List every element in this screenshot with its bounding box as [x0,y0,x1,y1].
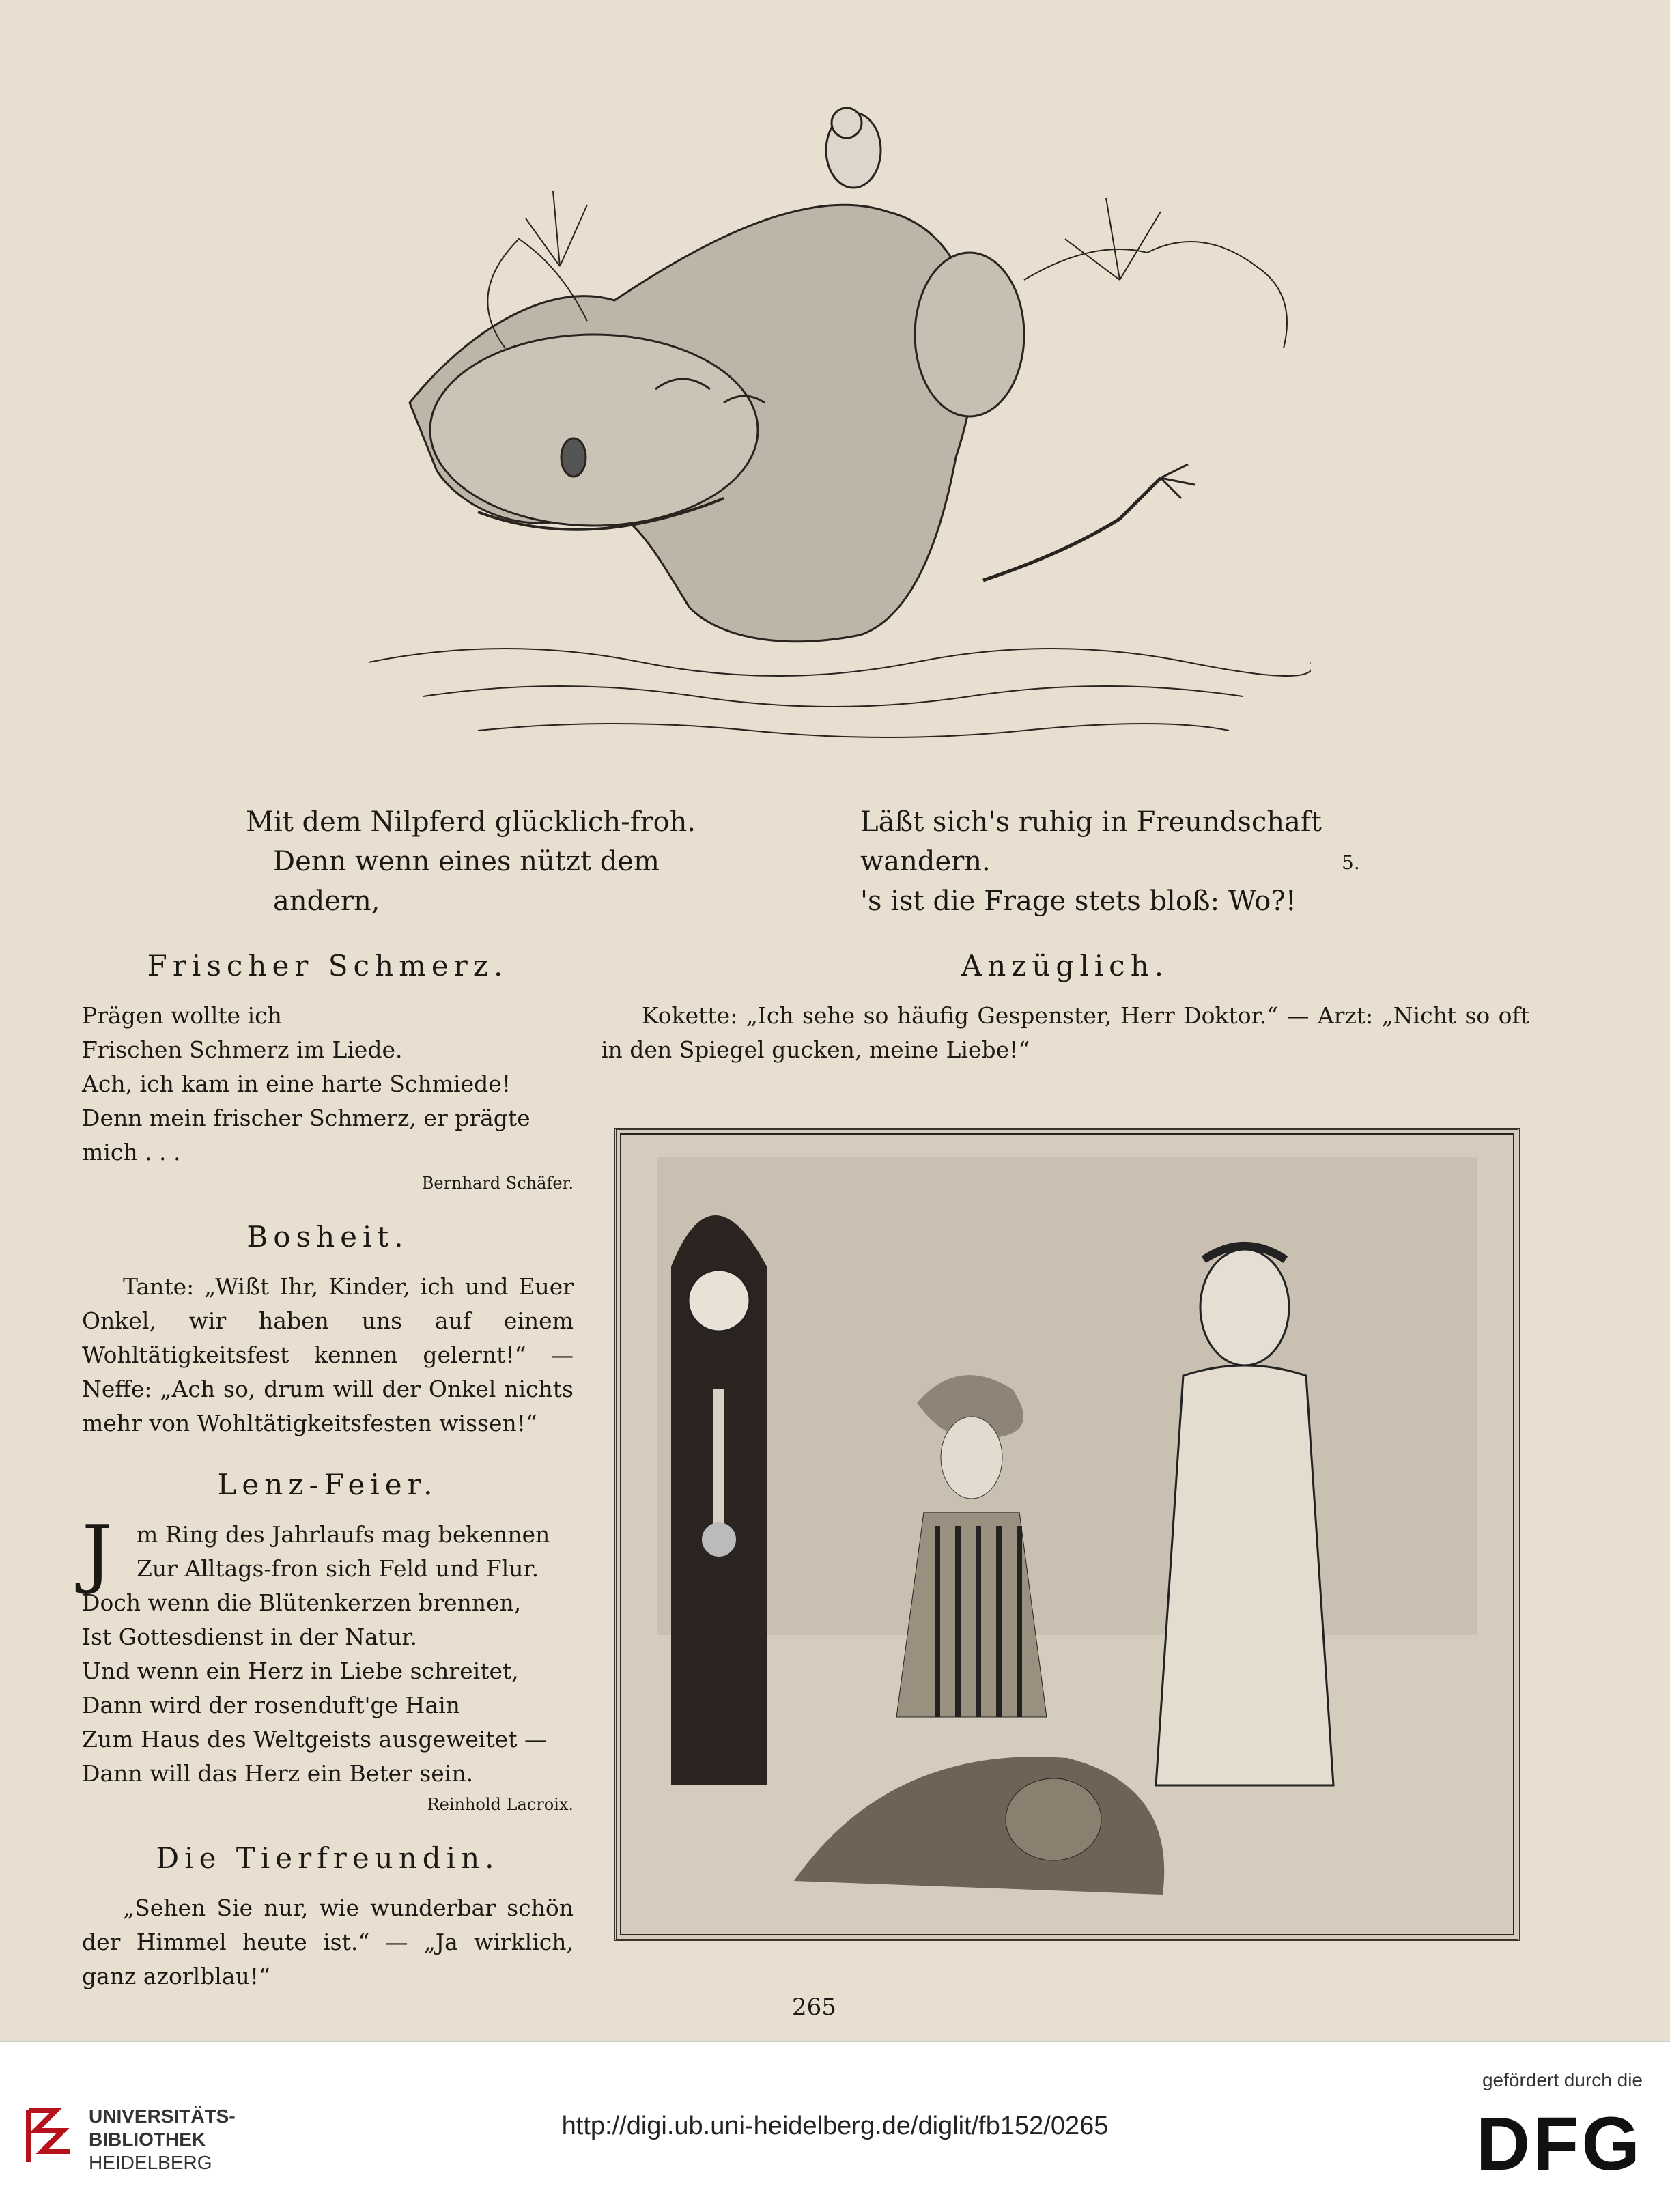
section-title: Bosheit. [246,1220,409,1253]
anecdote-text: Kokette: „Ich sehe so häufig Gespenster, Herr Doktor.“ — Arzt: „Nicht so oft in den Spiegel gucken, meine Liebe!“ [601,1002,1529,1063]
anecdote-bosheit [82,1220,574,1441]
verse-line: Denn wenn eines nützt dem andern, [273,846,660,917]
verse-line: Läßt sich's ruhig in Freundschaft wandern. [860,806,1322,877]
poem-line: Ach, ich kam in eine harte Schmiede! [82,1070,511,1097]
section-title: Die Tierfreundin. [156,1841,500,1875]
verse-signature: 5. [1342,851,1360,874]
logo-line: BIBLIOTHEK [89,2129,206,2150]
footer-bar [0,2041,1670,2212]
poem-line: Denn mein frischer Schmerz, er prägte mich . . . [82,1105,530,1165]
poem-line: Zum Haus des Weltgeists ausgeweitet — [82,1726,547,1753]
poem-frischer-schmerz [82,949,574,1193]
section-title: Lenz-Feier. [217,1468,438,1501]
hippo-illustration [369,75,1311,758]
anecdote-text: „Sehen Sie nur, wie wunderbar schön der Himmel heute ist.“ — „Ja wirklich, ganz azorlblau!“ [82,1895,574,1989]
logo-line: HEIDELBERG [89,2152,212,2173]
anecdote-tierfreundin [82,1841,574,1994]
left-column [82,949,574,2021]
top-verse-right [860,802,1406,921]
funding-label: gefördert durch die [1482,2069,1643,2090]
poem-line: Dann wird der rosenduft'ge Hain [82,1692,460,1718]
section-title: Frischer Schmerz. [147,949,509,982]
right-column [601,949,1529,1067]
logo-line: UNIVERSITÄTS- [89,2105,236,2127]
top-verse-left [246,802,765,921]
anecdote-text: Tante: „Wißt Ihr, Kinder, ich und Euer Onkel, wir haben uns auf einem Wohltätigkeitsfest kennen gelernt!“ — Neffe: „Ach so, drum will der Onkel nichts mehr von Wohltätigkeitsfesten wissen!“ [82,1273,574,1436]
dfg-logo[interactable]: DFG [1475,2102,1643,2186]
poem-line: Und wenn ein Herz in Liebe schreitet, [82,1658,519,1684]
verse-line: 's ist die Frage stets bloß: Wo?! [860,885,1297,917]
permalink-url[interactable]: http://digi.ub.uni-heidelberg.de/diglit/fb152/0265 [561,2112,1109,2140]
poem-line: Doch wenn die Blütenkerzen brennen, [82,1589,522,1616]
poem-line: Dann will das Herz ein Beter sein. [82,1760,474,1787]
poem-line: Ist Gottesdienst in der Natur. [82,1623,418,1650]
section-title: Anzüglich. [961,949,1170,982]
poem-line: m Ring des Jahrlaufs mag bekennen [137,1521,550,1548]
poem-line: Frischen Schmerz im Liede. [82,1036,403,1063]
poem-line: Prägen wollte ich [82,1002,282,1029]
poem-lenz-feier [82,1468,574,1814]
doctor-scene-illustration [614,1128,1520,1941]
drop-cap: J [82,1509,113,1596]
author: Reinhold Lacroix. [427,1795,574,1814]
poem-line: Zur Alltags-fron sich Feld und Flur. [137,1555,539,1582]
author: Bernhard Schäfer. [421,1174,574,1193]
verse-line: Mit dem Nilpferd glücklich-froh. [246,806,696,838]
page-number: 265 [792,1994,836,2021]
